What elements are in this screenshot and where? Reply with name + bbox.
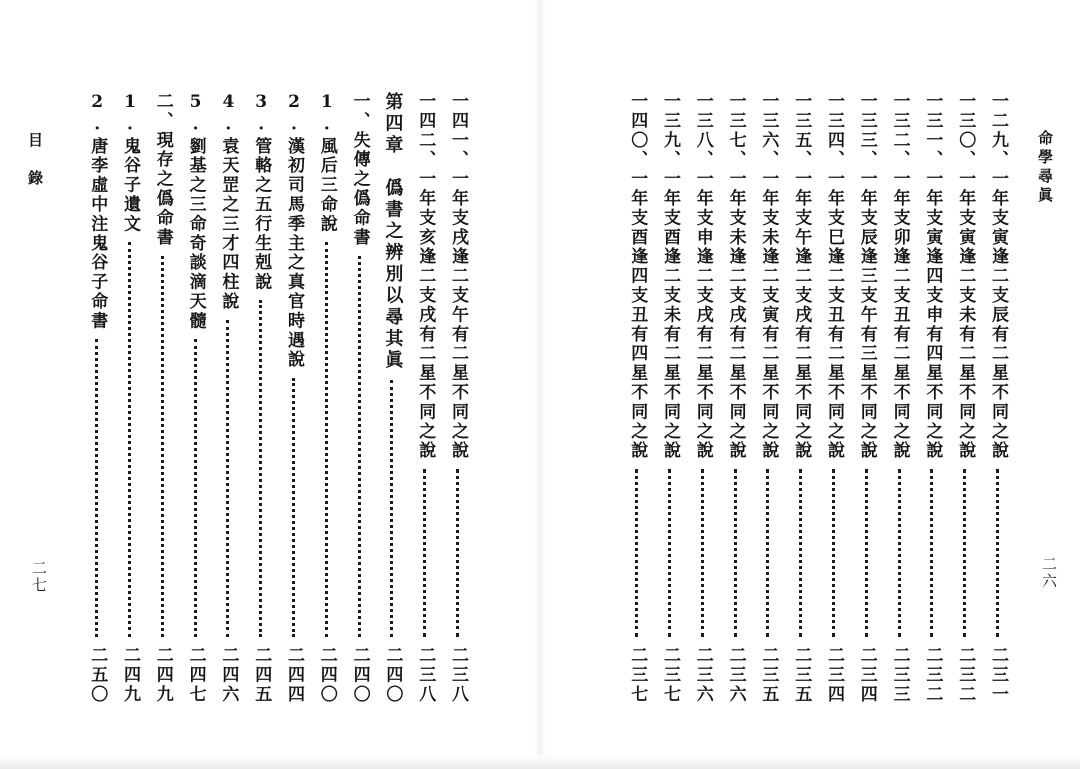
toc-dot-leader xyxy=(358,256,361,637)
toc-entry xyxy=(887,92,913,704)
left-page-number: 二七 xyxy=(30,560,48,594)
toc-entry-page: 二四四 xyxy=(284,645,304,704)
toc-entry xyxy=(248,92,274,704)
toc-entry-title: 一三八、一年支申逢二支戌有二星不同之說 xyxy=(692,92,713,461)
toc-entry-title: 一三九、一年支酉逢二支未有二星不同之說 xyxy=(660,92,680,461)
toc-entry-title: 1.鬼谷子遺文 xyxy=(120,92,140,234)
toc-entry xyxy=(314,92,340,704)
toc-dot-leader xyxy=(898,469,901,637)
toc-dot-leader xyxy=(832,469,835,637)
toc-entry-page: 二三五 xyxy=(758,645,779,704)
toc-entry-page: 二四六 xyxy=(218,645,239,704)
page-bottom-shadow xyxy=(0,755,1080,769)
toc-entry-title: 一三三、一年支辰逢三支午有三星不同之說 xyxy=(856,92,877,461)
toc-entry-page: 二三四 xyxy=(824,645,844,704)
toc-entry xyxy=(919,92,945,704)
toc-entry-title: 一四二、一年支亥逢二支戌有二星不同之說 xyxy=(415,92,436,461)
toc-entry xyxy=(215,92,241,704)
toc-entry-page: 二三二 xyxy=(955,645,976,704)
toc-entry-page: 二三一 xyxy=(988,645,1008,704)
left-page-header: 目 錄 xyxy=(26,132,44,189)
toc-entry-page: 二三七 xyxy=(660,645,680,704)
toc-entry xyxy=(624,92,650,704)
toc-entry-title: 一三〇、一年支寅逢二支未有二星不同之說 xyxy=(955,92,976,461)
toc-entry-page: 二四九 xyxy=(120,645,140,704)
toc-entry-title: 一四一、一年支戌逢二支午有二星不同之說 xyxy=(448,92,468,461)
toc-entry xyxy=(117,92,143,704)
toc-dot-leader xyxy=(226,320,229,637)
toc-entry-title: 4.袁天罡之三才四柱說 xyxy=(218,92,239,312)
toc-entry-page: 二四〇 xyxy=(316,645,337,704)
toc-entry xyxy=(952,92,978,704)
toc-dot-leader xyxy=(95,339,98,637)
toc-entry-title: 5.劉基之三命奇談滴天髓 xyxy=(185,92,206,331)
toc-entry xyxy=(379,92,405,704)
toc-entry-title: 一三一、一年支寅逢四支申有四星不同之說 xyxy=(922,92,943,461)
toc-entry xyxy=(150,92,176,704)
toc-entry-title: 2.唐李虛中注鬼谷子命書 xyxy=(87,92,108,331)
toc-entry xyxy=(723,92,749,704)
toc-dot-leader xyxy=(668,469,671,637)
toc-dot-leader xyxy=(996,469,999,637)
toc-entry-title: 一三七、一年支未逢二支戌有二星不同之說 xyxy=(725,92,746,461)
toc-entry-page: 二三五 xyxy=(791,645,812,704)
toc-entry-page: 二三六 xyxy=(725,645,746,704)
toc-entry-page: 二四七 xyxy=(185,645,206,704)
toc-entry-title: 第四章 僞書之辨別以尋其眞 xyxy=(382,92,404,372)
toc-entry-page: 二四九 xyxy=(152,645,173,704)
toc-dot-leader xyxy=(930,469,933,637)
toc-entry-page: 二三三 xyxy=(889,645,910,704)
toc-dot-leader xyxy=(701,469,704,637)
toc-dot-leader xyxy=(161,256,164,637)
toc-entry-page: 二三八 xyxy=(415,645,436,704)
toc-entry xyxy=(788,92,814,704)
toc-entry-page: 二四〇 xyxy=(349,645,370,704)
toc-entry-title: 一三二、一年支卯逢二支丑有二星不同之說 xyxy=(889,92,910,461)
toc-entry xyxy=(755,92,781,704)
toc-dot-leader xyxy=(325,242,328,637)
toc-entry xyxy=(690,92,716,704)
toc-entry-page: 二三六 xyxy=(692,645,713,704)
toc-entry xyxy=(821,92,847,704)
toc-entry-title: 一四〇、一年支酉逢四支丑有四星不同之說 xyxy=(627,92,648,461)
toc-entry-title: 一、失傳之僞命書 xyxy=(349,92,370,248)
toc-entry xyxy=(854,92,880,704)
right-page-number: 二六 xyxy=(1040,556,1058,590)
toc-entry-title: 一三六、一年支未逢二支寅有二星不同之說 xyxy=(758,92,779,461)
toc-dot-leader xyxy=(456,469,459,637)
toc-entry-page: 二三二 xyxy=(922,645,943,704)
toc-dot-leader xyxy=(292,378,295,637)
toc-entry-title: 二、現存之僞命書 xyxy=(152,92,173,248)
toc-dot-leader xyxy=(390,380,393,637)
toc-entry xyxy=(84,92,110,704)
toc-entry-page: 二三八 xyxy=(448,645,468,704)
toc-entry-title: 3.管輅之五行生剋說 xyxy=(251,92,272,292)
toc-entry xyxy=(281,92,307,704)
toc-dot-leader xyxy=(963,469,966,637)
toc-entry-title: 一二九、一年支寅逢二支辰有二星不同之說 xyxy=(988,92,1008,461)
toc-dot-leader xyxy=(423,469,426,637)
toc-dot-leader xyxy=(194,339,197,637)
toc-entry-page: 二四〇 xyxy=(382,645,403,704)
toc-entry-title: 1.風后三命說 xyxy=(316,92,337,234)
toc-dot-leader xyxy=(128,242,131,637)
toc-dot-leader xyxy=(799,469,802,637)
toc-dot-leader xyxy=(259,300,262,637)
toc-entry xyxy=(412,92,438,704)
book-gutter xyxy=(534,0,546,769)
toc-entry-title: 一三四、一年支巳逢二支丑有二星不同之說 xyxy=(824,92,844,461)
toc-entry xyxy=(985,92,1011,704)
toc-entry xyxy=(347,92,373,704)
toc-dot-leader xyxy=(734,469,737,637)
toc-entry-page: 二三四 xyxy=(856,645,877,704)
toc-entry xyxy=(183,92,209,704)
toc-entry-page: 二四五 xyxy=(251,645,272,704)
toc-dot-leader xyxy=(766,469,769,637)
toc-entry-page: 二三七 xyxy=(627,645,648,704)
toc-entry-title: 一三五、一年支午逢二支戌有二星不同之說 xyxy=(791,92,812,461)
toc-entry-title: 2.漢初司馬季主之真官時遇說 xyxy=(284,92,304,370)
toc-entry-page: 二五〇 xyxy=(87,645,108,704)
toc-entry xyxy=(657,92,683,704)
toc-dot-leader xyxy=(865,469,868,637)
toc-entry xyxy=(445,92,471,704)
right-page-header: 命學尋眞 xyxy=(1036,130,1054,206)
toc-dot-leader xyxy=(635,469,638,637)
